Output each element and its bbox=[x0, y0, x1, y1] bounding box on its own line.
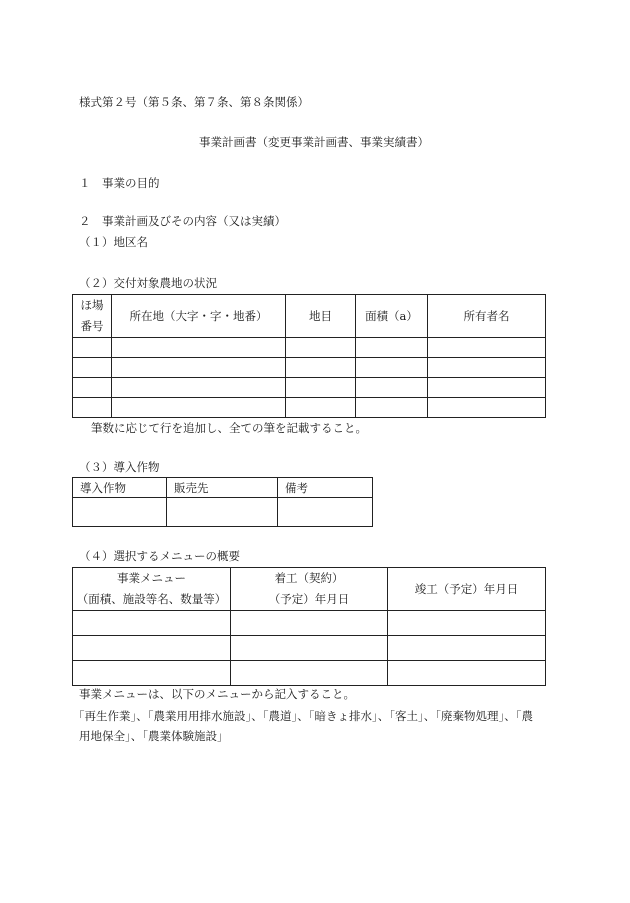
menu-note: 事業メニューは、以下のメニューから記入すること。 bbox=[79, 687, 355, 701]
header-menu: 事業メニュー （面積、施設等名、数量等） bbox=[73, 568, 231, 611]
table-cell[interactable] bbox=[73, 636, 231, 661]
table-row bbox=[73, 661, 546, 686]
table-row bbox=[73, 611, 546, 636]
table-cell[interactable] bbox=[278, 498, 373, 527]
table-cell[interactable] bbox=[231, 611, 388, 636]
table-cell[interactable] bbox=[112, 358, 286, 378]
table-cell[interactable] bbox=[112, 398, 286, 418]
menu-table bbox=[72, 567, 546, 686]
table-cell[interactable] bbox=[428, 358, 546, 378]
table-cell[interactable] bbox=[73, 378, 112, 398]
table-cell[interactable] bbox=[231, 636, 388, 661]
header-area: 面積（a） bbox=[356, 295, 428, 338]
district-name-label: （１）地区名 bbox=[79, 235, 148, 249]
table-cell[interactable] bbox=[73, 498, 167, 527]
table-cell[interactable] bbox=[428, 398, 546, 418]
table-cell[interactable] bbox=[73, 338, 112, 358]
table-cell[interactable] bbox=[231, 661, 388, 686]
table-cell[interactable] bbox=[356, 358, 428, 378]
form-number: 様式第２号（第５条、第７条、第８条関係） bbox=[79, 95, 309, 109]
table-cell[interactable] bbox=[388, 611, 546, 636]
table-cell[interactable] bbox=[388, 661, 546, 686]
crops-table bbox=[72, 477, 373, 527]
table-cell[interactable] bbox=[73, 661, 231, 686]
header-completion-date: 竣工（予定）年月日 bbox=[388, 568, 546, 611]
table-header-row bbox=[73, 295, 546, 338]
header-buyer: 販売先 bbox=[167, 478, 278, 498]
table-row bbox=[73, 338, 546, 358]
section-purpose: １ 事業の目的 bbox=[79, 176, 160, 190]
table-cell[interactable] bbox=[286, 398, 356, 418]
table-cell[interactable] bbox=[356, 338, 428, 358]
table-cell[interactable] bbox=[286, 378, 356, 398]
table-cell[interactable] bbox=[167, 498, 278, 527]
farmland-table bbox=[72, 294, 546, 418]
table-header-row bbox=[73, 478, 373, 498]
document-title: 事業計画書（変更事業計画書、事業実績書） bbox=[199, 135, 429, 149]
header-remarks: 備考 bbox=[278, 478, 373, 498]
table-cell[interactable] bbox=[73, 398, 112, 418]
table-header-row bbox=[73, 568, 546, 611]
table-row bbox=[73, 358, 546, 378]
table-row bbox=[73, 378, 546, 398]
header-location: 所在地（大字・字・地番） bbox=[112, 295, 286, 338]
menu-list-line1: 「再生作業」、「農業用用排水施設」、「農道」、「暗きょ排水」、「客土」、「廃棄物処理」、「農 bbox=[73, 709, 533, 723]
farmland-status-heading: （２）交付対象農地の状況 bbox=[79, 276, 217, 290]
header-crop: 導入作物 bbox=[73, 478, 167, 498]
menu-list-line2: 用地保全」、「農業体験施設」 bbox=[79, 729, 229, 743]
header-owner: 所有者名 bbox=[428, 295, 546, 338]
farmland-note: 筆数に応じて行を追加し、全ての筆を記載すること。 bbox=[91, 421, 367, 435]
table-cell[interactable] bbox=[112, 338, 286, 358]
header-land-type: 地目 bbox=[286, 295, 356, 338]
table-cell[interactable] bbox=[112, 378, 286, 398]
crops-heading: （３）導入作物 bbox=[79, 460, 160, 474]
menu-overview-heading: （４）選択するメニューの概要 bbox=[79, 549, 240, 563]
section-plan-content: ２ 事業計画及びその内容（又は実績） bbox=[79, 214, 286, 228]
table-cell[interactable] bbox=[356, 398, 428, 418]
table-cell[interactable] bbox=[428, 338, 546, 358]
table-row bbox=[73, 398, 546, 418]
table-cell[interactable] bbox=[73, 611, 231, 636]
table-row bbox=[73, 498, 373, 527]
header-field-number: ほ場 番号 bbox=[73, 295, 112, 338]
table-cell[interactable] bbox=[73, 358, 112, 378]
table-cell[interactable] bbox=[286, 358, 356, 378]
table-cell[interactable] bbox=[286, 338, 356, 358]
header-start-date: 着工（契約） （予定）年月日 bbox=[231, 568, 388, 611]
table-row bbox=[73, 636, 546, 661]
table-cell[interactable] bbox=[388, 636, 546, 661]
table-cell[interactable] bbox=[428, 378, 546, 398]
table-cell[interactable] bbox=[356, 378, 428, 398]
